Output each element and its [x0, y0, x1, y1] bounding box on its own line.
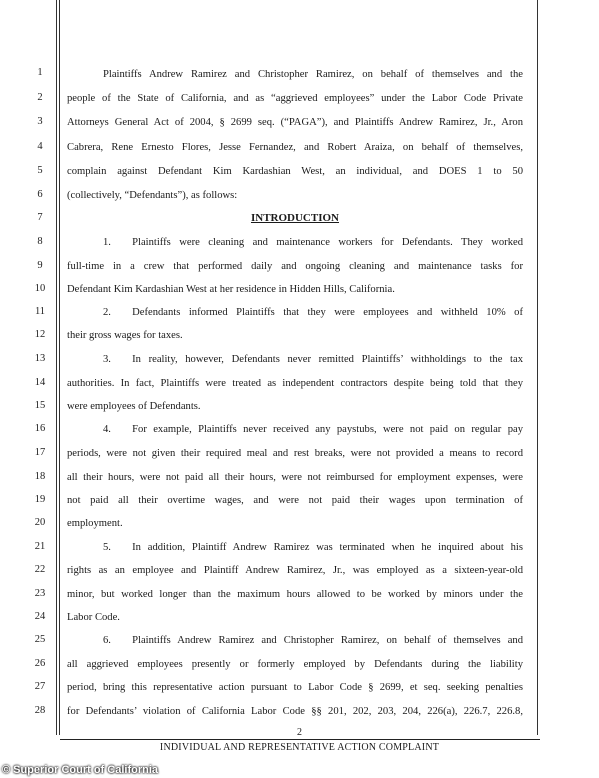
line-number: 5	[37, 165, 43, 176]
complaint-text-line: all their hours, were not paid all their hours, were not reimbursed for employment expenses, were	[67, 472, 523, 483]
line-number: 7	[37, 212, 43, 223]
complaint-text-line: period, bring this representative action pursuant to Labor Code § 2699, et seq. seeking penalties	[67, 682, 523, 693]
line-number: 21	[34, 541, 46, 552]
complaint-text-line: minor, but worked longer than the maximum hours allowed to be worked by minors under the	[67, 589, 523, 600]
line-number: 15	[34, 400, 46, 411]
line-number: 11	[34, 306, 46, 317]
section-heading: INTRODUCTION	[250, 212, 339, 224]
complaint-text-line: Plaintiffs Andrew Ramirez and Christopher Ramirez, on behalf of themselves and the	[103, 69, 523, 80]
complaint-text-line: their gross wages for taxes.	[67, 330, 183, 341]
line-number: 13	[34, 353, 46, 364]
line-number: 27	[34, 681, 46, 692]
line-number: 24	[34, 611, 46, 622]
footer-title: INDIVIDUAL AND REPRESENTATIVE ACTION COMPLAINT	[159, 742, 440, 753]
line-number: 17	[34, 447, 46, 458]
left-margin-rule-outer	[56, 0, 57, 735]
right-margin-rule	[537, 0, 538, 735]
line-number: 1	[37, 67, 43, 78]
line-number: 25	[34, 634, 46, 645]
complaint-text-line: Labor Code.	[67, 612, 120, 623]
complaint-text-line: full-time in a crew that performed daily and ongoing cleaning and maintenance tasks for	[67, 261, 523, 272]
line-number: 10	[34, 283, 46, 294]
footer-rule	[60, 739, 540, 740]
line-number: 26	[34, 658, 46, 669]
complaint-text-line: Cabrera, Rene Ernesto Flores, Jesse Fernandez, and Robert Araiza, on behalf of themselves,	[67, 142, 523, 153]
left-margin-rule-inner	[59, 0, 60, 735]
complaint-text-line: 1. Plaintiffs were cleaning and maintenance workers for Defendants. They worked	[103, 237, 523, 248]
line-number: 3	[37, 116, 43, 127]
line-number: 28	[34, 705, 46, 716]
complaint-text-line: 4. For example, Plaintiffs never received any paystubs, were not paid on regular pay	[103, 424, 523, 435]
complaint-text-line: 2. Defendants informed Plaintiffs that they were employees and withheld 10% of	[103, 307, 523, 318]
complaint-text-line: employment.	[67, 518, 123, 529]
line-number: 19	[34, 494, 46, 505]
line-number: 12	[34, 329, 46, 340]
complaint-text-line: for Defendants’ violation of California Labor Code §§ 201, 202, 203, 204, 226(a), 226.7, 226.8,	[67, 706, 523, 717]
line-number: 6	[37, 189, 43, 200]
photo-credit: © Superior Court of California	[2, 764, 158, 776]
complaint-text-line: people of the State of California, and as “aggrieved employees” under the Labor Code Private	[67, 93, 523, 104]
line-number: 14	[34, 377, 46, 388]
line-number: 22	[34, 564, 46, 575]
line-number: 9	[37, 260, 43, 271]
complaint-text-line: all aggrieved employees presently or formerly employed by Defendants during the liability	[67, 659, 523, 670]
complaint-text-line: were employees of Defendants.	[67, 401, 201, 412]
complaint-text-line: authorities. In fact, Plaintiffs were treated as independent contractors despite being told that they	[67, 378, 523, 389]
complaint-text-line: rights as an employee and Plaintiff Andrew Ramirez, Jr., was employed as a sixteen-year-old	[67, 565, 523, 576]
line-number: 4	[37, 141, 43, 152]
complaint-text-line: 3. In reality, however, Defendants never remitted Plaintiffs’ withholdings to the tax	[103, 354, 523, 365]
complaint-text-line: 5. In addition, Plaintiff Andrew Ramirez was terminated when he inquired about his	[103, 542, 523, 553]
line-number: 16	[34, 423, 46, 434]
line-number: 23	[34, 588, 46, 599]
line-number: 8	[37, 236, 43, 247]
line-number: 18	[34, 471, 46, 482]
line-number: 20	[34, 517, 46, 528]
complaint-text-line: (collectively, “Defendants”), as follows:	[67, 190, 238, 201]
complaint-text-line: Attorneys General Act of 2004, § 2699 seq. (“PAGA”), and Plaintiffs Andrew Ramirez, Jr., Aron	[67, 117, 523, 128]
complaint-text-line: not paid all their overtime wages, and were not paid their wages upon termination of	[67, 495, 523, 506]
complaint-text-line: 6. Plaintiffs Andrew Ramirez and Christopher Ramirez, on behalf of themselves and	[103, 635, 523, 646]
line-number: 2	[37, 92, 43, 103]
complaint-text-line: Defendant Kim Kardashian West at her residence in Hidden Hills, California.	[67, 284, 395, 295]
complaint-text-line: periods, were not given their required meal and rest breaks, were not provided a means to record	[67, 448, 523, 459]
page-number: 2	[297, 727, 302, 738]
complaint-text-line: complain against Defendant Kim Kardashian West, an individual, and DOES 1 to 50	[67, 166, 523, 177]
